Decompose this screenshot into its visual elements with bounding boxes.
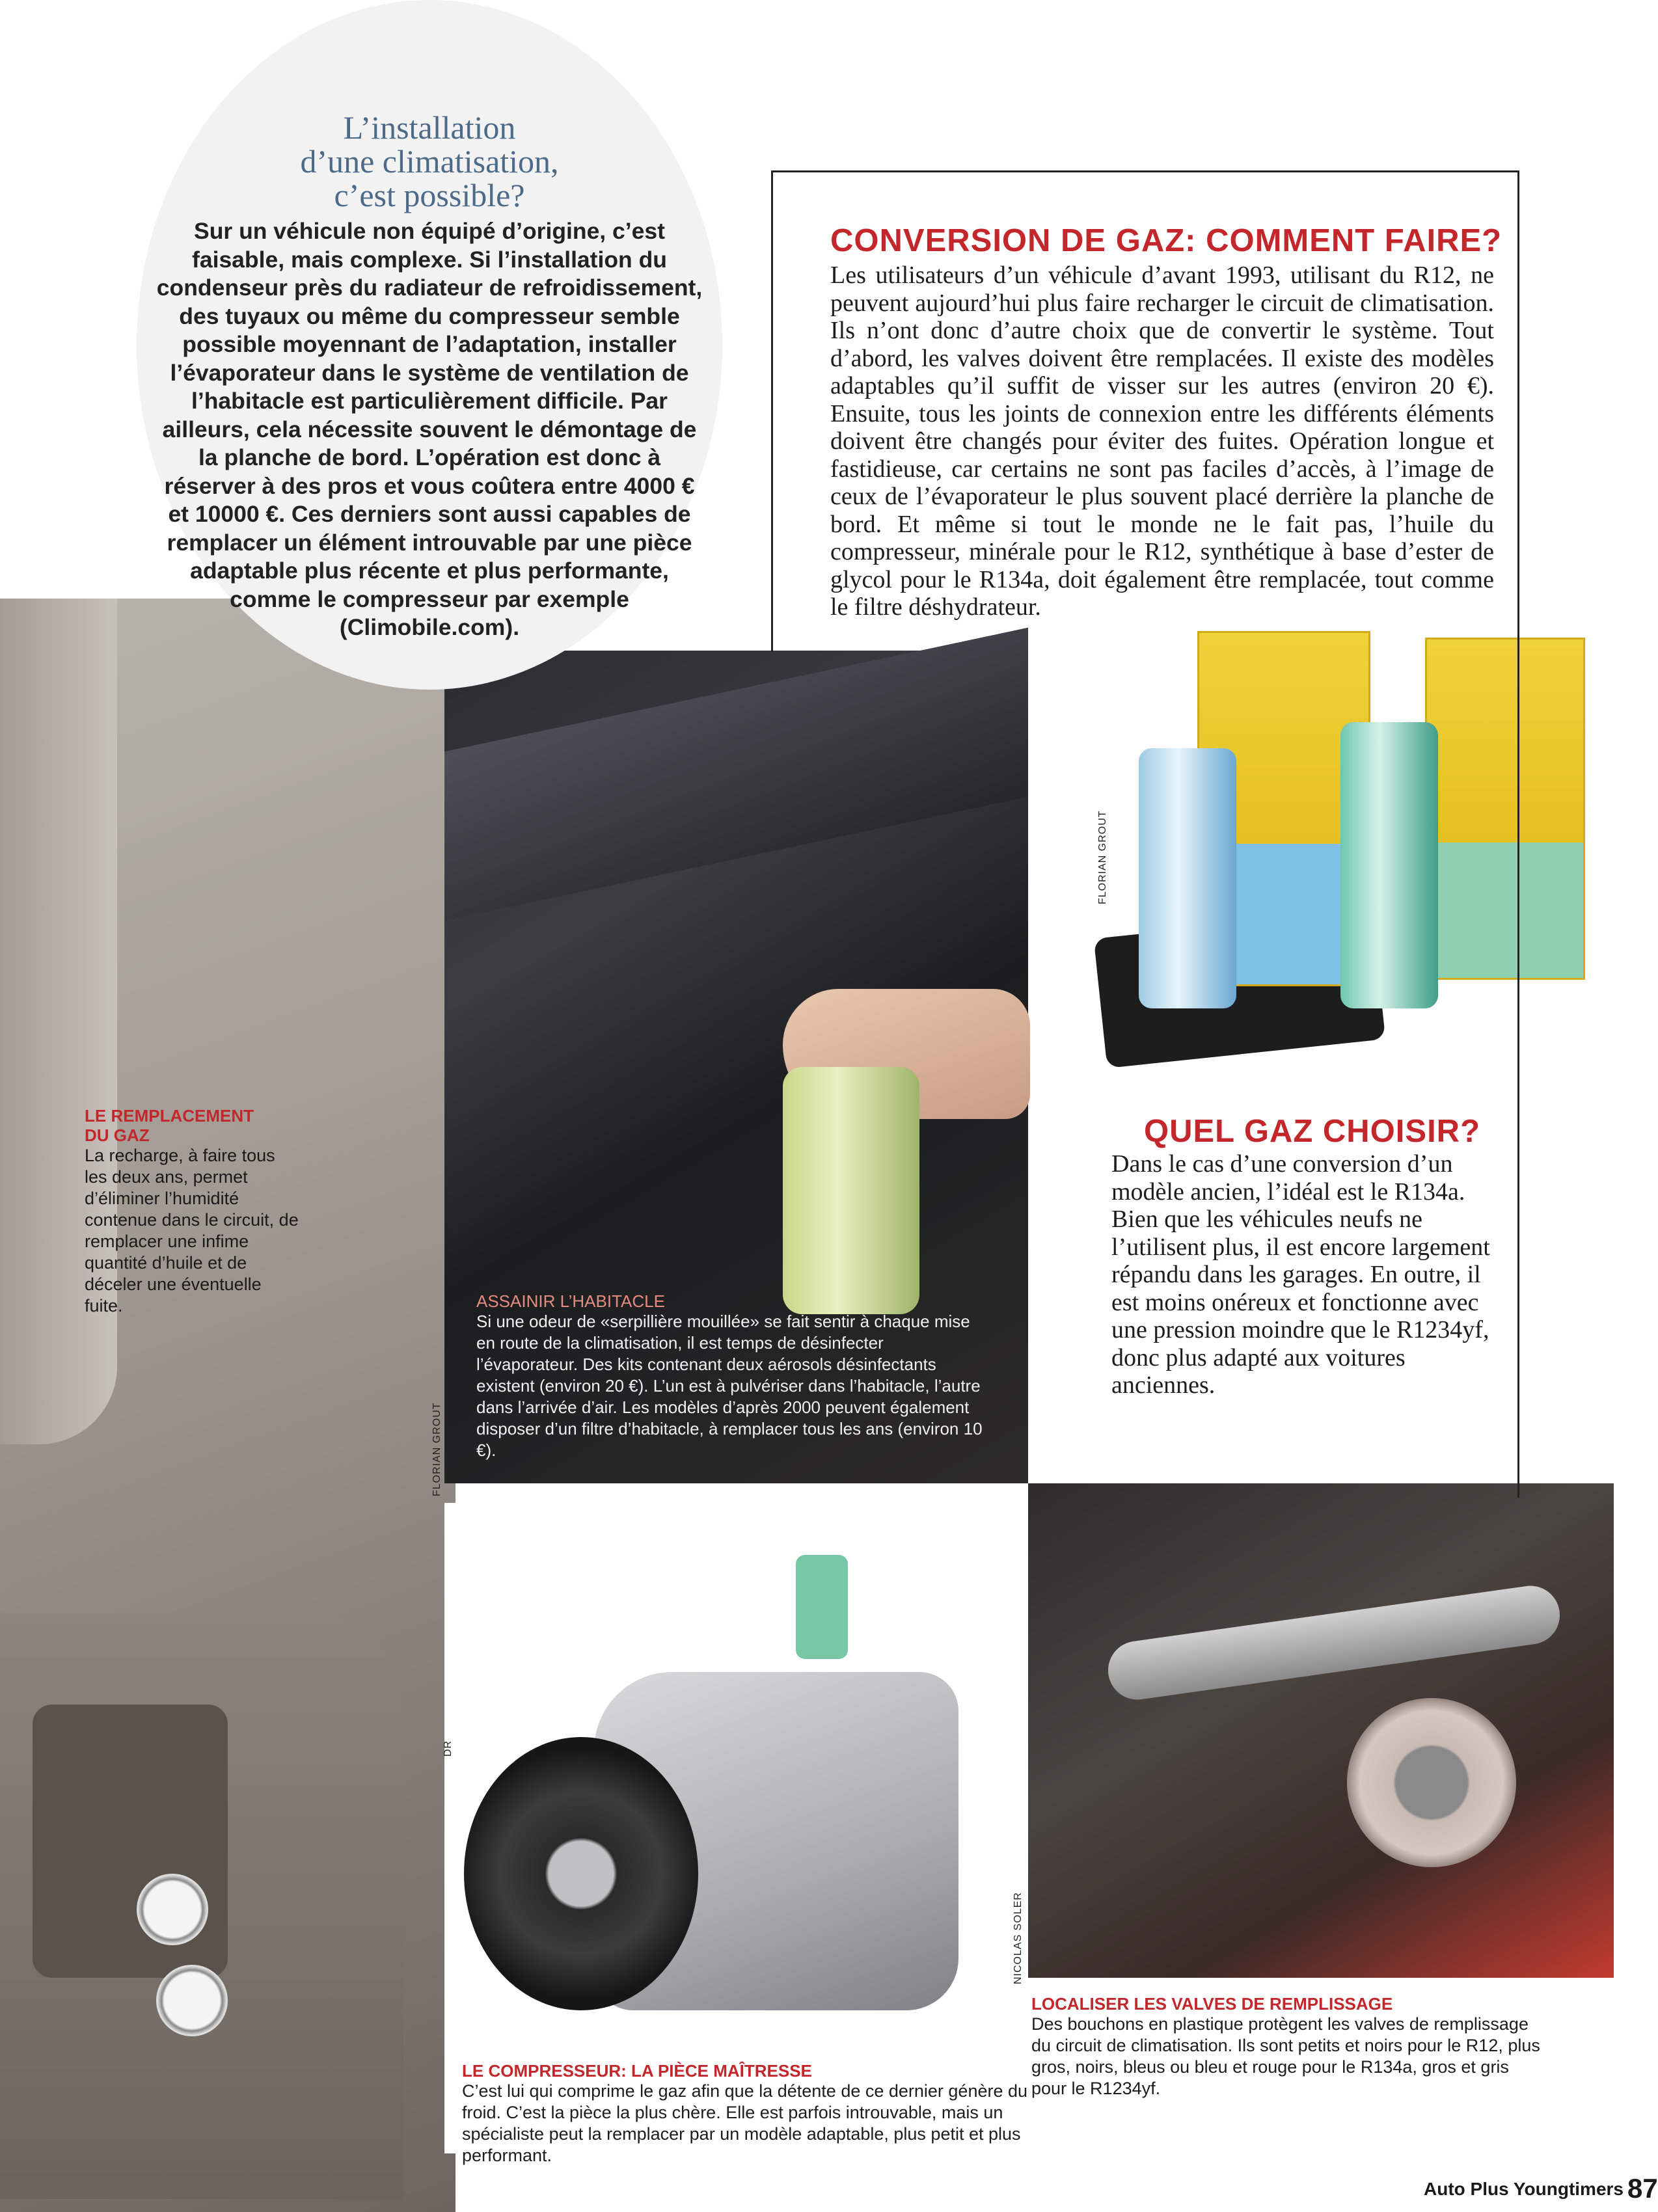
photo-can-purifiant bbox=[1340, 722, 1438, 1008]
caption-gaz-body: La recharge, à faire tous les deux ans, permet d’éliminer l’humidité contenue dans le circuit, de remplacer une infime quantité d’huile et de déceler une éventuelle fuite. bbox=[85, 1146, 299, 1315]
photo-gauge bbox=[156, 1965, 228, 2036]
article-frame-right bbox=[1517, 170, 1519, 1498]
caption-compresseur-title: LE COMPRESSEUR: LA PIÈCE MAÎTRESSE bbox=[462, 2061, 812, 2081]
photo-box-purifiant bbox=[1425, 638, 1585, 980]
page-number: 87 bbox=[1627, 2173, 1658, 2204]
photo-gauge bbox=[137, 1874, 208, 1945]
caption-valves-body: Des bouchons en plastique protègent les valves de remplissage du circuit de climatisation. Ils sont petits et noirs pour le R12, plus gros, noirs, bleus ou bleu et rouge pour le R134a, gros et gris pour le R1234yf. bbox=[1031, 2014, 1540, 2098]
photo-valve-cap bbox=[1347, 1698, 1516, 1867]
photo-compressor bbox=[444, 1503, 978, 2153]
photo-car-door bbox=[0, 599, 117, 1444]
photo-compressor-fitting bbox=[796, 1555, 848, 1659]
sidebar-box bbox=[156, 111, 703, 642]
caption-valves bbox=[1031, 1994, 1545, 2099]
credit-valve: NICOLAS SOLER bbox=[1012, 1892, 1024, 1984]
magazine-name: Auto Plus Youngtimers bbox=[1424, 2179, 1624, 2199]
caption-habitacle bbox=[476, 1291, 984, 1461]
caption-compresseur-body: C’est lui qui comprime le gaz afin que la détente de ce dernier génère du froid. C’est la pièce la plus chère. Elle est parfois introuvable, mais un spécialiste peut la remplacer par un modèle adaptable, plus petit et plus performant. bbox=[462, 2081, 1028, 2165]
photo-machine-panel bbox=[33, 1705, 228, 1978]
photo-aircon-station bbox=[0, 599, 455, 2212]
page-folio bbox=[1424, 2173, 1658, 2204]
photo-bardahl-kit bbox=[1100, 618, 1614, 1073]
sidebar-body: Sur un véhicule non équipé d’origine, c’est faisable, mais complexe. Si l’installation du condenseur près du radiateur de refroidissement, des tuyaux ou même du compresseur semble possible moyennant de l’adaptation, installer l’évaporateur dans le système de ventilation de l’habitacle est particulièrement difficile. Par ailleurs, cela nécessite souvent le démontage de la planche de bord. L’opération est donc à réserver à des pros et vous coûtera entre 4000 € et 10000 €. Ces derniers sont aussi capables de remplacer un élément introuvable par une pièce adaptable plus récente et plus performante, comme le compresseur par exemple (Climobile.com). bbox=[156, 218, 703, 640]
photo-valve bbox=[1028, 1483, 1614, 1978]
conversion-text: Les utilisateurs d’un véhicule d’avant 1993, utilisant du R12, ne peuvent aujourd’hui plus faire recharger le circuit de climatisation. Ils n’ont donc d’autre choix que de convertir le système. Tout d’abord, les valves doivent être remplacées. Il existe des modèles adaptables qu’il suffit de visser sur les autres (environ 20 €). Ensuite, tous les joints de connexion entre les différents éléments doivent être changés pour éviter des fuites. Opération longue et fastidieuse, car certains ne sont pas faciles d’accès, à l’image de ceux de l’évaporateur le plus souvent placé derrière la planche de bord. Et même si tout le monde ne le fait pas, l’huile du compresseur, minérale pour le R12, synthétique à base d’ester de glycol pour le R134a, doit également être remplacée, tout comme le filtre déshydrateur. bbox=[830, 262, 1494, 621]
caption-habitacle-title: ASSAINIR L’HABITACLE bbox=[476, 1291, 665, 1311]
photo-pipe bbox=[1104, 1582, 1564, 1704]
article-frame-left bbox=[771, 170, 773, 652]
gaz-choice-text: Dans le cas d’une conversion d’un modèle ancien, l’idéal est le R134a. Bien que les véhicules neufs ne l’utilisent plus, il est encore largement répandu dans les garages. En outre, il est moins onéreux et fonctionne avec une pression moindre que le R1234yf, donc plus adapté aux voitures anciennes. bbox=[1111, 1150, 1490, 1399]
photo-can-nettoyant bbox=[1139, 748, 1236, 1008]
gaz-choice-heading: QUEL GAZ CHOISIR? bbox=[1144, 1114, 1481, 1149]
caption-gaz bbox=[85, 1106, 299, 1317]
caption-gaz-title: LE REMPLACEMENT DU GAZ bbox=[85, 1106, 254, 1145]
credit-products: FLORIAN GROUT bbox=[1097, 810, 1108, 904]
photo-dash-vent bbox=[444, 628, 1028, 921]
caption-valves-title: LOCALISER LES VALVES DE REMPLISSAGE bbox=[1031, 1994, 1393, 2014]
credit-compressor: DR bbox=[442, 1740, 454, 1757]
caption-habitacle-body: Si une odeur de «serpillière mouillée» se fait sentir à chaque mise en route de la climatisation, il est temps de désinfecter l’évaporateur. Des kits contenant deux aérosols désinfectants existent (environ 20 €). L’un est à pulvériser dans l’habitacle, l’autre dans l’arrivée d’air. Les modèles d’après 2000 peuvent également disposer d’un filtre d’habitacle, à remplacer tous les ans (environ 10 €). bbox=[476, 1312, 983, 1460]
caption-compresseur bbox=[462, 2061, 1048, 2166]
photo-spray-can bbox=[783, 1067, 919, 1314]
article-frame-top bbox=[771, 170, 1519, 172]
conversion-heading: CONVERSION DE GAZ: COMMENT FAIRE? bbox=[830, 223, 1502, 258]
sidebar-title: L’installation d’une climatisation, c’est possible? bbox=[300, 109, 559, 213]
credit-dash: FLORIAN GROUT bbox=[431, 1402, 442, 1496]
photo-compressor-pulley bbox=[464, 1737, 698, 2010]
